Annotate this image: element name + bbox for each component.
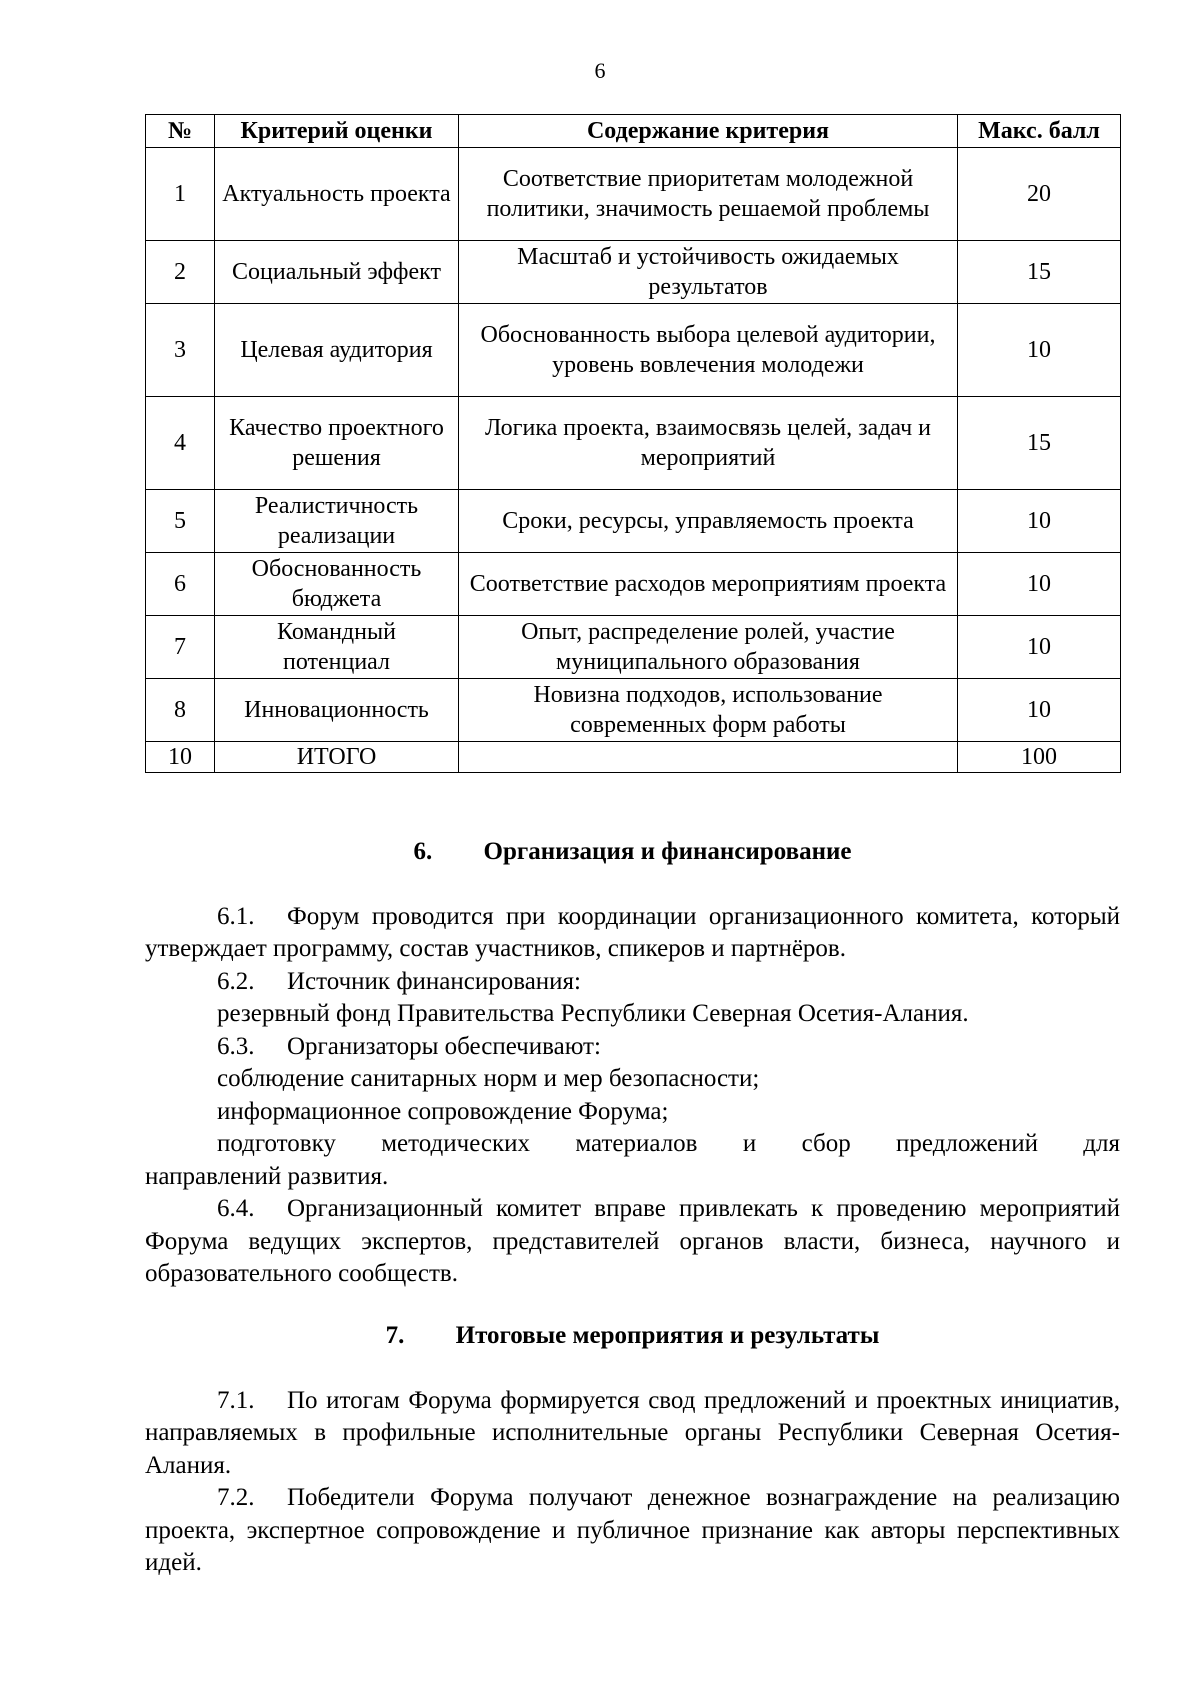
header-max-score: Макс. балл [958,115,1121,148]
paragraph-6-3 [145,1031,1120,1064]
list-item: соблюдение санитарных норм и мер безопасности; [217,1065,760,1092]
cell-max-score: 15 [958,241,1121,304]
list-item: подготовку методических материалов и сбор предложений для [217,1130,1120,1157]
paragraph-7-1 [145,1385,1120,1483]
section-title-text: Организация и финансирование [483,838,852,865]
cell-num: 1 [146,148,215,241]
section-number: 6. [413,838,433,865]
paragraph-number: 6.1. [217,902,255,930]
table-row [146,490,1121,553]
section-6-title [145,836,1120,869]
paragraph-7-2 [145,1482,1120,1580]
cell-criterion: Реалистичность реализации [215,490,459,553]
section-7-title [145,1320,1120,1353]
header-content: Содержание критерия [459,115,958,148]
cell-content: Сроки, ресурсы, управляемость проекта [459,490,958,553]
section-6 [145,836,1120,1291]
table-row [146,616,1121,679]
cell-max-score: 15 [958,397,1121,490]
cell-num: 2 [146,241,215,304]
criteria-table [145,114,1121,773]
cell-max-score: 10 [958,553,1121,616]
list-item-continuation: направлений развития. [145,1162,389,1190]
cell-num: 5 [146,490,215,553]
cell-content: Опыт, распределение ролей, участие муниципального образования [459,616,958,679]
cell-num: 6 [146,553,215,616]
cell-criterion: Актуальность проекта [215,148,459,241]
section-number: 7. [385,1322,405,1349]
header-criterion: Критерий оценки [215,115,459,148]
cell-num: 7 [146,616,215,679]
section-title-text: Итоговые мероприятия и результаты [455,1322,880,1349]
cell-num: 10 [146,742,215,773]
cell-content: Соответствие расходов мероприятиям проекта [459,553,958,616]
table-row [146,304,1121,397]
cell-criterion: Инновационность [215,679,459,742]
cell-criterion: Качество проектного решения [215,397,459,490]
paragraph-number: 6.4. [217,1195,255,1222]
paragraph-text: Форум проводится при координации организационного комитета, который утверждает программу, состав участников, спикеров и партнёров. [145,902,1120,962]
paragraph-6-2 [145,966,1120,999]
cell-criterion: Целевая аудитория [215,304,459,397]
paragraph-text: Организаторы обеспечивают: [287,1032,601,1060]
cell-max-score: 20 [958,148,1121,241]
cell-content [459,742,958,773]
section-7 [145,1320,1120,1580]
cell-content: Масштаб и устойчивость ожидаемых результатов [459,241,958,304]
cell-content: Новизна подходов, использование современных форм работы [459,679,958,742]
table-row [146,148,1121,241]
cell-num: 8 [146,679,215,742]
cell-max-score: 10 [958,679,1121,742]
cell-criterion: Обоснованность бюджета [215,553,459,616]
table-header-row [146,115,1121,148]
cell-max-score: 10 [958,490,1121,553]
paragraph-text: Победители Форума получают денежное вознаграждение на реализацию проекта, экспертное сопровождение и публичное признание как авторы перспективных идей. [145,1484,1120,1576]
paragraph-text: Источник финансирования: [287,967,582,995]
cell-max-score: 10 [958,616,1121,679]
page-number: 6 [594,58,606,83]
cell-criterion: Командный потенциал [215,616,459,679]
paragraph-text: Организационный комитет вправе привлекать к проведению мероприятий Форума ведущих экспертов, представителей органов власти, бизнеса, научного и образовательного сообществ. [145,1195,1120,1287]
table-row [146,679,1121,742]
cell-content: Соответствие приоритетам молодежной политики, значимость решаемой проблемы [459,148,958,241]
cell-max-score: 10 [958,304,1121,397]
paragraph-text: По итогам Форума формируется свод предложений и проектных инициатив, направляемых в профильные исполнительные органы Республики Северная Осетия-Алания. [145,1386,1120,1479]
cell-num: 4 [146,397,215,490]
cell-max-score: 100 [958,742,1121,773]
table-total-row [146,742,1121,773]
table-row [146,397,1121,490]
cell-criterion: ИТОГО [215,742,459,773]
table-row [146,241,1121,304]
paragraph-number: 7.1. [217,1386,255,1414]
paragraph-number: 6.2. [217,967,255,995]
table-row [146,553,1121,616]
cell-criterion: Социальный эффект [215,241,459,304]
paragraph-6-1 [145,901,1120,966]
header-num: № [146,115,215,148]
list-item: резервный фонд Правительства Республики Северная Осетия-Алания. [217,1000,969,1027]
list-item: информационное сопровождение Форума; [217,1097,669,1125]
cell-content: Обоснованность выбора целевой аудитории, уровень вовлечения молодежи [459,304,958,397]
cell-content: Логика проекта, взаимосвязь целей, задач и мероприятий [459,397,958,490]
paragraph-number: 6.3. [217,1032,255,1060]
paragraph-6-4 [145,1193,1120,1291]
cell-num: 3 [146,304,215,397]
paragraph-number: 7.2. [217,1484,255,1511]
